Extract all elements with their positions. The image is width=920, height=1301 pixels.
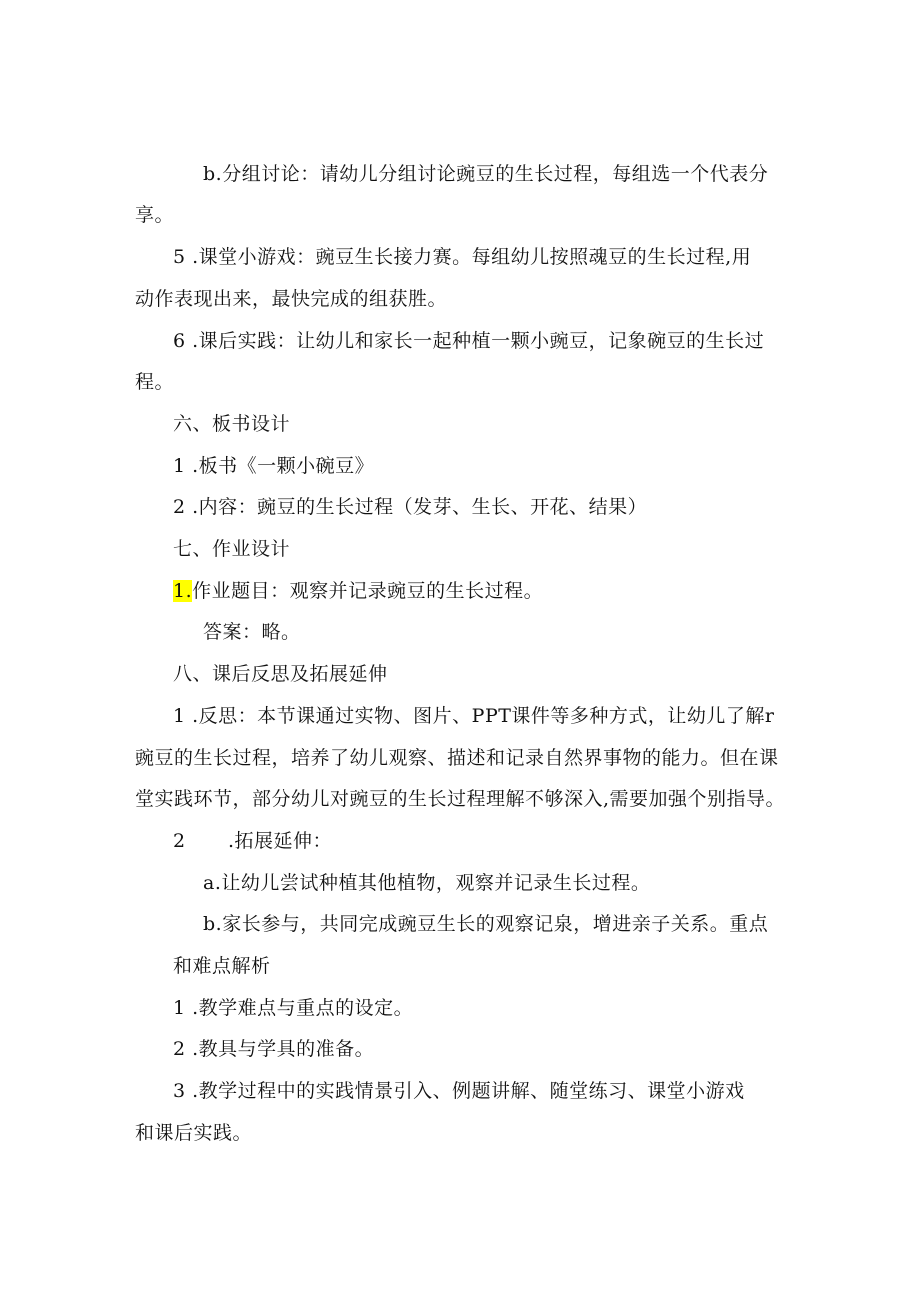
- text-line: a.让幼儿尝试种植其他植物，观察并记录生长过程。: [203, 872, 651, 894]
- text-line: 3 .教学过程中的实践情景引入、例题讲解、随堂练习、课堂小游戏: [173, 1080, 745, 1102]
- text-line: 1 .教学难点与重点的设定。: [173, 997, 414, 1019]
- list-number: 2: [173, 830, 186, 852]
- text-line: 动作表现出来，最快完成的组获胜。: [135, 288, 448, 310]
- text-line: [173, 577, 543, 605]
- text-line: .拓展延伸：: [228, 830, 333, 852]
- text-line: b.分组讨论：请幼儿分组讨论豌豆的生长过程，每组选一个代表分: [203, 163, 769, 185]
- text-line: 1 .反思：本节课通过实物、图片、PPT课件等多种方式，让幼儿了解r: [173, 705, 775, 727]
- text-line: 答案：略。: [203, 621, 301, 643]
- section-heading: 七、作业设计: [173, 538, 291, 560]
- homework-text: 作业题目：观察并记录豌豆的生长过程。: [192, 580, 544, 602]
- text-line: 5 .课堂小游戏：豌豆生长接力赛。每组幼儿按照魂豆的生长过程,用: [173, 246, 752, 268]
- section-heading: 六、板书设计: [173, 413, 291, 435]
- text-line: 2 .教具与学具的准备。: [173, 1038, 375, 1060]
- text-line: b.家长参与，共同完成豌豆生长的观察记泉，增进亲子关系。重点: [203, 913, 769, 935]
- highlighted-number: 1.: [173, 580, 193, 602]
- text-line: 6 .课后实践：让幼儿和家长一起种植一颗小豌豆，记象碗豆的生长过: [173, 330, 765, 352]
- text-line: 豌豆的生长过程，培养了幼儿观察、描述和记录自然界事物的能力。但在课: [135, 747, 779, 769]
- text-line: 堂实践环节，部分幼儿对豌豆的生长过程理解不够深入,需要加强个别指导。: [135, 788, 786, 810]
- text-line: 程。: [135, 371, 175, 393]
- text-line: 和课后实践。: [135, 1122, 253, 1144]
- text-line: 和难点解析: [173, 955, 271, 977]
- text-line: 1 .板书《一颗小碗豆》: [173, 455, 375, 477]
- text-line: 2 .内容：豌豆的生长过程（发芽、生长、开花、结果）: [173, 496, 648, 518]
- text-line: 享。: [135, 204, 175, 226]
- section-heading: 八、课后反思及拓展延伸: [173, 663, 388, 685]
